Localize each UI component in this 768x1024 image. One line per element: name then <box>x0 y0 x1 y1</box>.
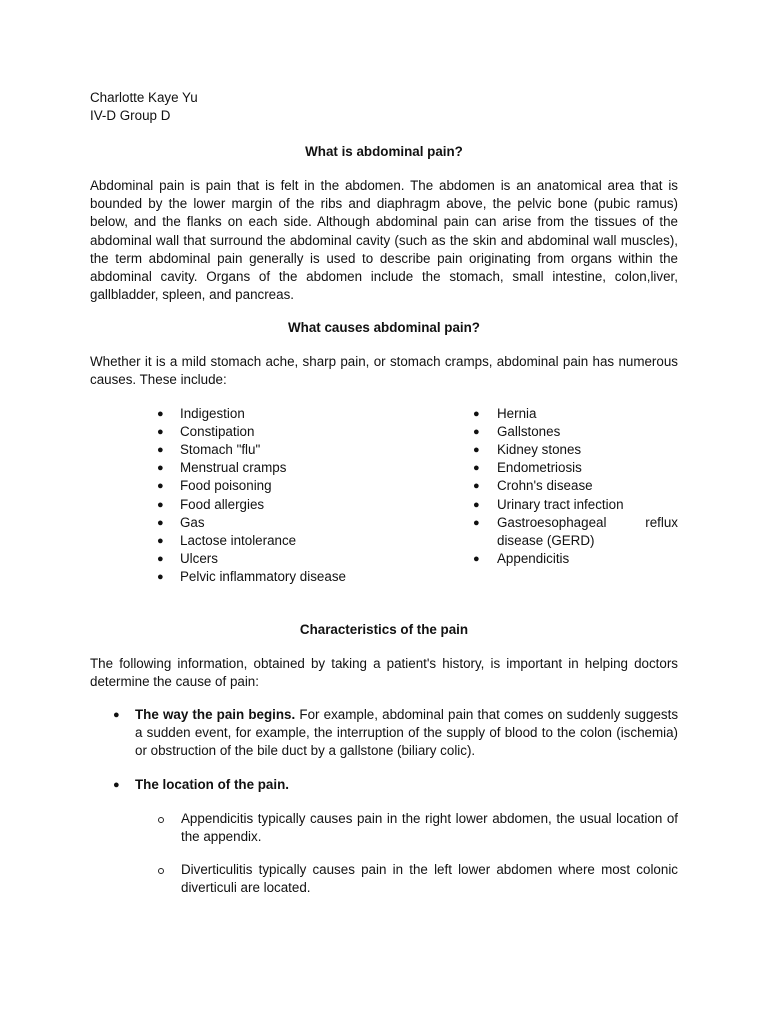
bullet-icon: ● <box>473 553 480 565</box>
bullet-icon: ● <box>473 408 480 420</box>
bullet-icon: ● <box>157 571 164 583</box>
bullet-icon: ● <box>157 462 164 474</box>
heading-causes: What causes abdominal pain? <box>288 320 480 335</box>
sub-item-diverticulitis: Diverticulitis typically causes pain in the left lower abdomen where most colonic diverticuli are located. <box>181 862 678 896</box>
list-item: Appendicitis <box>497 551 570 566</box>
list-item: Urinary tract infection <box>497 497 624 512</box>
bullet-icon: ● <box>113 779 120 791</box>
bullet-icon: ● <box>157 535 164 547</box>
bullet-icon: ● <box>157 499 164 511</box>
list-item: Lactose intolerance <box>180 533 297 548</box>
list-item: Ulcers <box>180 551 218 566</box>
bullet-icon: ● <box>113 709 120 721</box>
list-item: Menstrual cramps <box>180 460 287 475</box>
characteristic-location-title: The location of the pain. <box>135 777 289 792</box>
list-item: Crohn's disease <box>497 478 593 493</box>
bullet-icon: ● <box>473 480 480 492</box>
bullet-icon: ● <box>473 517 480 529</box>
list-item: Gallstones <box>497 424 561 439</box>
author-section: IV-D Group D <box>90 108 171 123</box>
list-item: Gastroesophageal reflux disease (GERD) <box>497 515 678 549</box>
list-item: Gas <box>180 515 205 530</box>
sub-item-appendicitis: Appendicitis typically causes pain in the right lower abdomen, the usual location of the appendix. <box>181 811 678 845</box>
list-item: Pelvic inflammatory disease <box>180 569 346 584</box>
heading-characteristics: Characteristics of the pain <box>299 622 469 637</box>
heading-what-is: What is abdominal pain? <box>305 144 463 159</box>
list-item: Hernia <box>497 406 537 421</box>
bullet-icon: ● <box>157 408 164 420</box>
bullet-icon: ● <box>473 462 480 474</box>
list-item: Indigestion <box>180 406 245 421</box>
characteristic-onset <box>135 706 678 761</box>
list-item: Stomach "flu" <box>180 442 261 457</box>
list-item: Food poisoning <box>180 478 272 493</box>
bullet-icon: ● <box>157 553 164 565</box>
author-name: Charlotte Kaye Yu <box>90 90 198 105</box>
characteristic-onset-title: The way the pain begins. <box>135 707 296 722</box>
bullet-icon: ● <box>473 426 480 438</box>
paragraph-causes-intro: Whether it is a mild stomach ache, sharp pain, or stomach cramps, abdominal pain has numerous causes. These include: <box>90 354 678 388</box>
list-item: Constipation <box>180 424 255 439</box>
characteristic-onset-text: For example, abdominal pain that comes on suddenly suggests a sudden event, for example, the interruption of the supply of blood to the colon (ischemia) or obstruction of the bile duct by a gallstone (biliary colic). <box>135 707 679 759</box>
list-item: Food allergies <box>180 497 265 512</box>
bullet-icon: ● <box>157 480 164 492</box>
bullet-icon: ● <box>473 499 480 511</box>
list-item: Endometriosis <box>497 460 582 475</box>
circle-bullet-icon <box>158 817 164 823</box>
paragraph-characteristics-intro: The following information, obtained by taking a patient's history, is important in helping doctors determine the cause of pain: <box>90 656 678 690</box>
paragraph-definition: Abdominal pain is pain that is felt in the abdomen. The abdomen is an anatomical area that is bounded by the lower margin of the ribs and diaphragm above, the pelvic bone (pubic ramus) below, and the flanks on each side. Although abdominal pain can arise from the tissues of the abdominal wall that surround the abdominal cavity (such as the skin and abdominal wall muscles), the term abdominal pain generally is used to describe pain originating from organs within the abdominal cavity. Organs of the abdomen include the stomach, small intestine, colon,liver, gallbladder, spleen, and pancreas. <box>90 178 678 303</box>
list-item: Kidney stones <box>497 442 582 457</box>
bullet-icon: ● <box>157 426 164 438</box>
bullet-icon: ● <box>473 444 480 456</box>
characteristic-location <box>135 776 289 794</box>
circle-bullet-icon <box>158 868 164 874</box>
bullet-icon: ● <box>157 444 164 456</box>
bullet-icon: ● <box>157 517 164 529</box>
